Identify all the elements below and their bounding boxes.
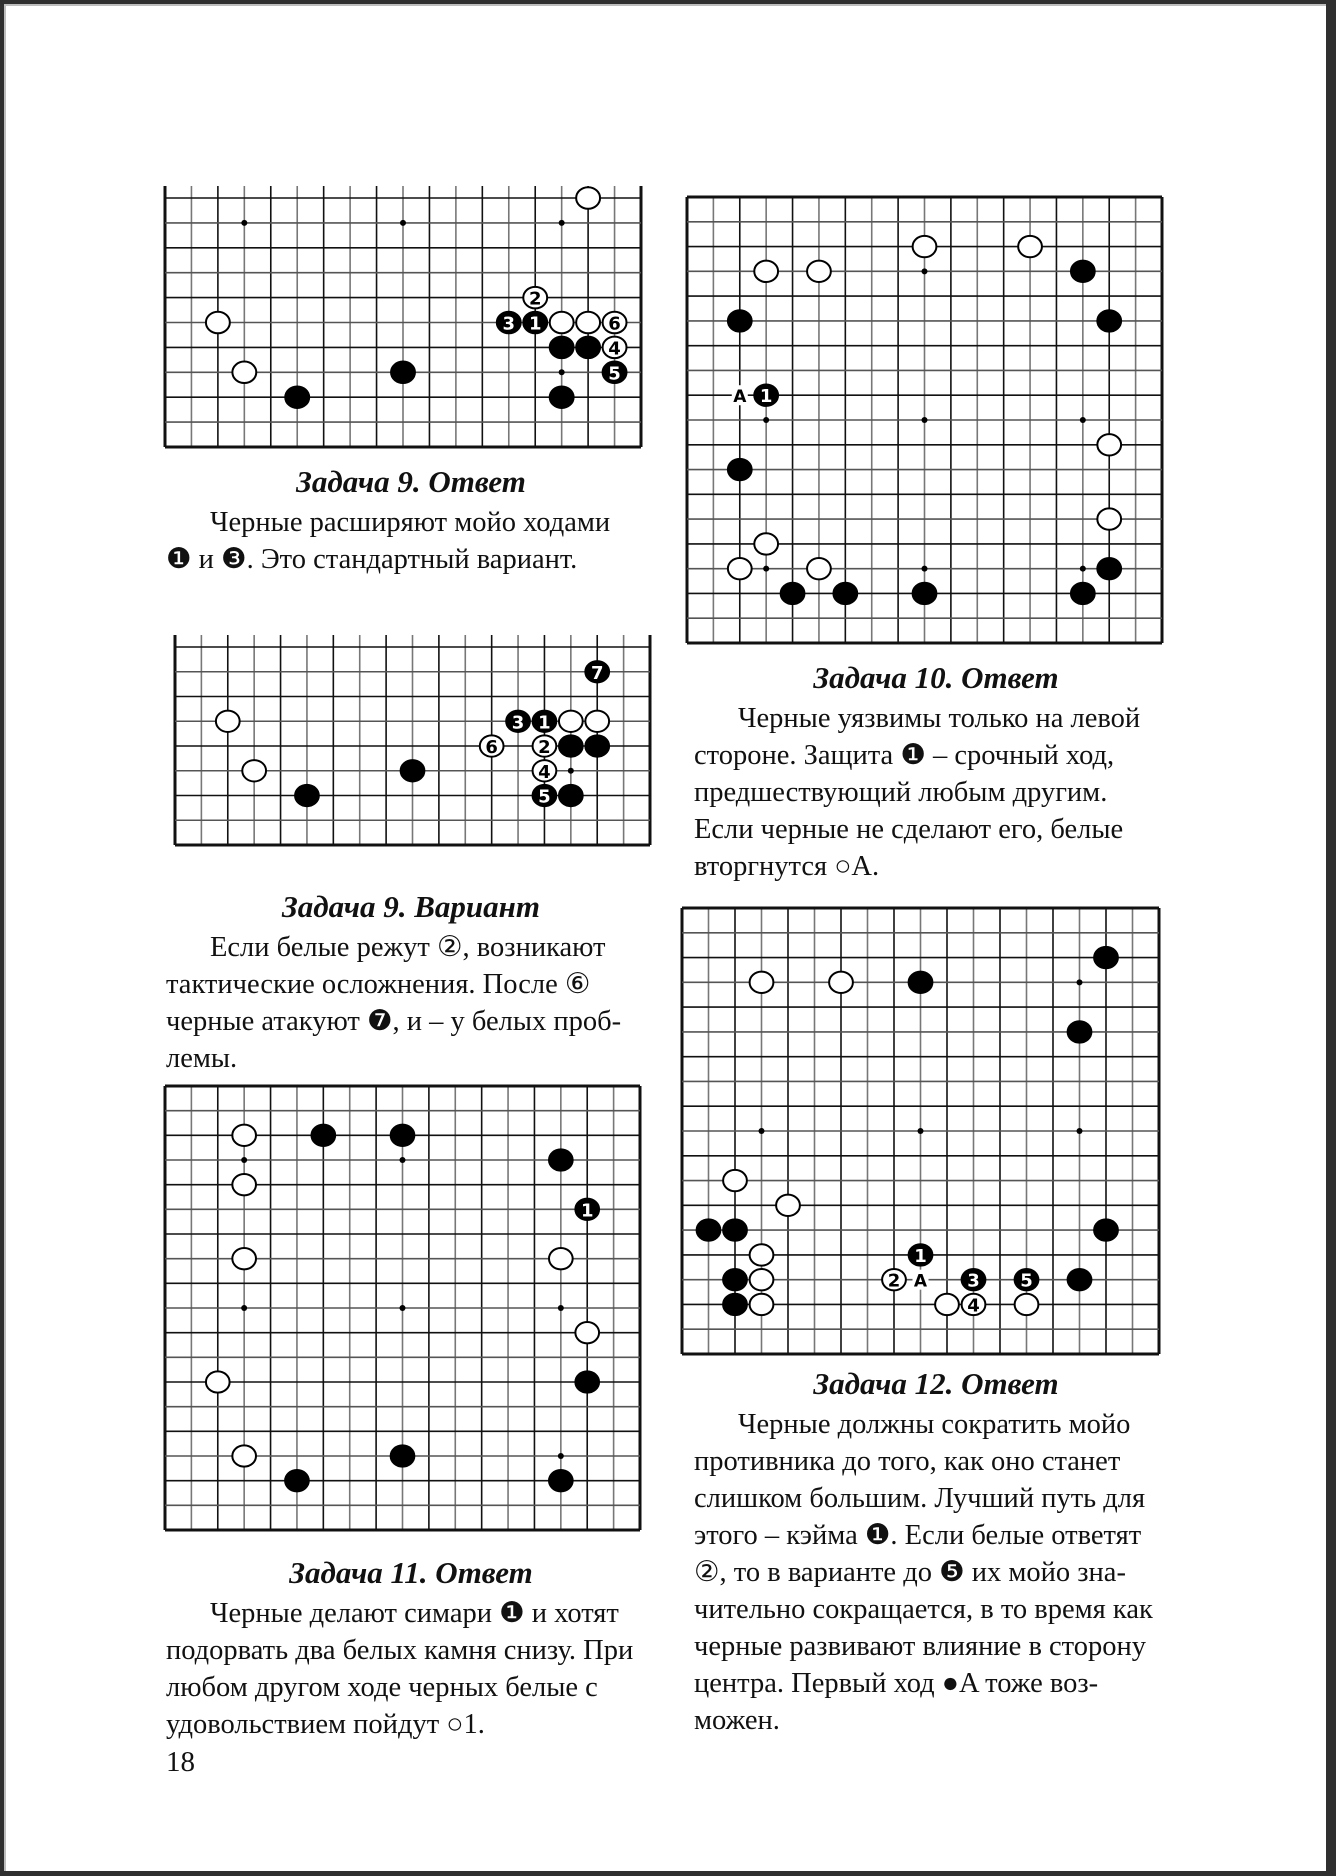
svg-text:3: 3 <box>502 313 516 335</box>
black-stone-icon <box>523 312 547 335</box>
white-stone-icon <box>829 972 853 993</box>
white-stone-icon <box>750 1244 774 1265</box>
star-point-icon <box>400 220 406 226</box>
text-line: Черные делают симари ❶ и хотят <box>210 1598 619 1629</box>
caption-task10-answer: Задача 10. Ответ <box>813 660 1059 695</box>
star-point-icon <box>400 1305 406 1311</box>
white-stone-icon <box>1018 236 1042 257</box>
text-line: Черные уязвимы только на левой <box>738 703 1141 734</box>
black-stone-icon <box>401 760 425 781</box>
white-stone-icon <box>882 1269 906 1292</box>
white-stone-icon <box>754 533 778 554</box>
black-stone-icon <box>909 1244 933 1267</box>
white-stone-icon <box>585 711 609 732</box>
text-task10-answer <box>694 700 1184 885</box>
svg-text:1: 1 <box>538 712 551 734</box>
white-stone-icon <box>754 261 778 282</box>
star-point-icon <box>922 268 928 274</box>
white-stone-icon <box>750 972 774 993</box>
svg-text:3: 3 <box>511 712 525 734</box>
svg-text:6: 6 <box>485 737 498 758</box>
text-line: Черные должны сократить мойо <box>738 1409 1131 1440</box>
black-stone-icon <box>550 337 574 359</box>
white-stone-icon <box>750 1269 774 1290</box>
svg-text:1: 1 <box>580 1200 594 1222</box>
text-line: любом другом ходе черных белые с <box>166 1672 598 1703</box>
white-stone-icon <box>232 1125 256 1146</box>
black-stone-icon <box>728 310 752 331</box>
black-stone-icon <box>1097 310 1121 331</box>
text-line: стороне. Защита ❶ – срочный ход, <box>694 740 1115 771</box>
black-stone-icon <box>391 1445 415 1466</box>
white-stone-icon <box>232 1174 256 1195</box>
black-stone-icon <box>312 1125 336 1146</box>
black-stone-icon <box>585 735 609 756</box>
star-point-icon <box>1077 979 1083 985</box>
black-stone-icon <box>833 583 857 604</box>
black-stone-icon <box>549 1470 573 1491</box>
text-line: тактические осложнения. После ⑥ <box>166 969 591 1000</box>
black-stone-icon <box>559 785 583 806</box>
svg-text:5: 5 <box>608 363 621 385</box>
svg-text:2: 2 <box>887 1270 901 1292</box>
black-stone-icon <box>723 1219 747 1240</box>
black-stone-icon <box>391 1125 415 1146</box>
white-stone-icon <box>1097 508 1121 529</box>
white-stone-icon <box>206 1371 230 1392</box>
caption-task9-variant: Задача 9. Вариант <box>281 889 540 924</box>
black-stone-icon <box>1015 1269 1039 1292</box>
svg-text:A: A <box>913 1271 928 1292</box>
white-stone-icon <box>576 312 600 334</box>
black-stone-icon <box>962 1269 986 1292</box>
black-stone-icon <box>1071 583 1095 604</box>
black-stone-icon <box>1097 558 1121 579</box>
white-stone-icon <box>232 1248 256 1269</box>
black-stone-icon <box>559 735 583 756</box>
board-grid <box>680 906 1161 1356</box>
star-point-icon <box>241 1157 247 1163</box>
text-line: Если белые режут ②, возникают <box>210 932 606 963</box>
star-point-icon <box>558 1305 564 1311</box>
svg-text:1: 1 <box>914 1245 927 1267</box>
black-stone-icon <box>1094 1219 1118 1240</box>
black-stone-icon <box>533 785 557 808</box>
white-stone-icon <box>913 236 937 257</box>
white-stone-icon <box>1097 434 1121 455</box>
star-point-icon <box>241 220 247 226</box>
black-stone-icon <box>575 1199 599 1222</box>
black-stone-icon <box>585 661 609 684</box>
white-stone-icon <box>807 261 831 282</box>
white-stone-icon <box>750 1294 774 1315</box>
go-board-task9-answer <box>163 184 643 449</box>
star-point-icon <box>922 417 928 423</box>
black-stone-icon <box>285 1470 309 1491</box>
white-stone-icon <box>523 287 547 310</box>
star-point-icon <box>568 768 574 774</box>
board-grid <box>163 1084 642 1532</box>
white-stone-icon <box>232 1445 256 1466</box>
black-stone-icon <box>575 1371 599 1392</box>
text-task12-answer <box>694 1406 1184 1739</box>
white-stone-icon <box>603 312 627 335</box>
black-stone-icon <box>603 362 627 385</box>
black-stone-icon <box>754 385 778 408</box>
board-grid <box>163 184 643 449</box>
text-line: этого – кэйма ❶. Если белые ответят <box>694 1520 1142 1551</box>
text-line: слишком большим. Лучший путь для <box>694 1483 1146 1514</box>
black-stone-icon <box>723 1294 747 1315</box>
white-stone-icon <box>776 1195 800 1216</box>
text-line: чительно сокращается, в то время как <box>694 1594 1153 1625</box>
white-stone-icon <box>559 711 583 732</box>
svg-text:5: 5 <box>538 786 551 808</box>
star-point-icon <box>400 1157 406 1163</box>
white-stone-icon <box>723 1170 747 1191</box>
star-point-icon <box>558 1453 564 1459</box>
white-stone-icon <box>728 558 752 579</box>
text-task9-variant <box>166 929 656 1077</box>
svg-text:1: 1 <box>528 313 542 335</box>
black-stone-icon <box>533 711 557 734</box>
white-stone-icon <box>549 1248 573 1269</box>
text-line: черные атакуют ❼, и – у белых проб- <box>166 1006 622 1037</box>
book-page <box>4 4 1326 1871</box>
board-marker-letter <box>913 1270 929 1292</box>
black-stone-icon <box>697 1219 721 1240</box>
go-board-task10-answer <box>685 195 1164 645</box>
black-stone-icon <box>550 386 574 408</box>
text-line: удовольствием пойдут ○1. <box>166 1709 485 1740</box>
black-stone-icon <box>506 711 530 734</box>
white-stone-icon <box>550 312 574 334</box>
black-stone-icon <box>576 337 600 359</box>
board-grid <box>173 633 652 847</box>
text-line: ❶ и ❸. Это стандартный вариант. <box>166 544 578 575</box>
star-point-icon <box>759 1128 765 1134</box>
white-stone-icon <box>1015 1294 1039 1315</box>
black-stone-icon <box>497 312 521 335</box>
white-stone-icon <box>807 558 831 579</box>
star-point-icon <box>922 566 928 572</box>
text-line: черные развивают влияние в сторону <box>694 1631 1147 1662</box>
svg-text:1: 1 <box>759 386 773 408</box>
white-stone-icon <box>480 735 504 758</box>
page-number: 18 <box>166 1746 195 1778</box>
svg-text:7: 7 <box>590 662 604 684</box>
svg-text:A: A <box>733 387 747 408</box>
black-stone-icon <box>295 785 319 806</box>
star-point-icon <box>559 220 565 226</box>
black-stone-icon <box>549 1149 573 1170</box>
svg-text:3: 3 <box>967 1270 980 1292</box>
black-stone-icon <box>1071 261 1095 282</box>
black-stone-icon <box>723 1269 747 1290</box>
board-marker-letter <box>732 385 748 407</box>
white-stone-icon <box>232 362 256 384</box>
text-line: ②, то в варианте до ❺ их мойо зна- <box>694 1557 1126 1588</box>
black-stone-icon <box>285 386 309 408</box>
text-line: Черные расширяют мойо ходами <box>210 507 611 538</box>
text-line: противника до того, как оно станет <box>694 1446 1121 1477</box>
black-stone-icon <box>728 459 752 480</box>
svg-text:5: 5 <box>1020 1270 1033 1292</box>
text-line: Если черные не сделают его, белые <box>694 814 1124 845</box>
black-stone-icon <box>1068 1021 1092 1042</box>
white-stone-icon <box>533 760 557 783</box>
black-stone-icon <box>1068 1269 1092 1290</box>
white-stone-icon <box>216 711 240 732</box>
star-point-icon <box>1080 566 1086 572</box>
star-point-icon <box>559 369 565 375</box>
white-stone-icon <box>603 337 627 360</box>
go-board-task11-answer <box>163 1084 642 1532</box>
black-stone-icon <box>1094 947 1118 968</box>
star-point-icon <box>918 1128 924 1134</box>
star-point-icon <box>763 566 769 572</box>
svg-text:4: 4 <box>967 1295 980 1317</box>
white-stone-icon <box>533 735 557 758</box>
white-stone-icon <box>576 187 600 209</box>
star-point-icon <box>1080 417 1086 423</box>
text-line: вторгнутся ○A. <box>694 851 880 882</box>
black-stone-icon <box>913 583 937 604</box>
star-point-icon <box>241 1305 247 1311</box>
board-grid <box>685 195 1164 645</box>
black-stone-icon <box>909 972 933 993</box>
white-stone-icon <box>206 312 230 334</box>
star-point-icon <box>1077 1128 1083 1134</box>
text-task11-answer <box>166 1595 656 1743</box>
star-point-icon <box>763 417 769 423</box>
black-stone-icon <box>781 583 805 604</box>
caption-task9-answer: Задача 9. Ответ <box>296 464 526 499</box>
caption-task12-answer: Задача 12. Ответ <box>813 1366 1059 1401</box>
text-line: можен. <box>694 1705 780 1736</box>
svg-text:4: 4 <box>608 338 621 360</box>
svg-text:2: 2 <box>528 288 542 310</box>
caption-task11-answer: Задача 11. Ответ <box>289 1555 533 1590</box>
go-board-task12-answer <box>680 906 1161 1356</box>
text-line: центра. Первый ход ●A тоже воз- <box>694 1668 1099 1699</box>
go-board-task9-variant <box>173 633 652 847</box>
svg-text:4: 4 <box>538 761 551 783</box>
white-stone-icon <box>575 1322 599 1343</box>
black-stone-icon <box>391 362 415 384</box>
svg-text:2: 2 <box>538 737 551 758</box>
text-line: предшествующий любым другим. <box>694 777 1108 808</box>
white-stone-icon <box>242 760 266 781</box>
white-stone-icon <box>935 1294 959 1315</box>
text-line: лемы. <box>166 1043 238 1074</box>
svg-text:6: 6 <box>608 313 621 335</box>
text-line: подорвать два белых камня снизу. При <box>166 1635 634 1666</box>
white-stone-icon <box>962 1294 986 1317</box>
text-task9-answer <box>166 504 656 578</box>
